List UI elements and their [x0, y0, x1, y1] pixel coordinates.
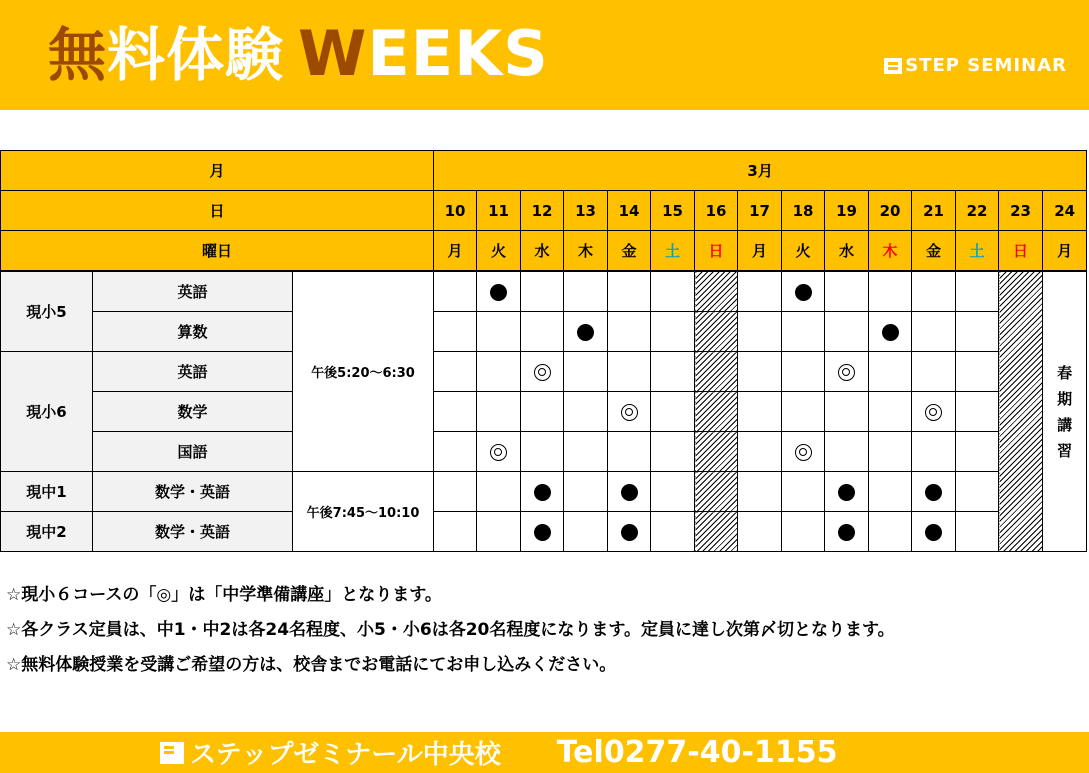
subject-cell: 英語 [93, 271, 293, 312]
table-row [1, 392, 1087, 432]
schedule-cell [825, 472, 869, 512]
schedule-cell [564, 352, 608, 392]
weekday-cell: 日 [999, 231, 1043, 272]
schedule-cell [564, 472, 608, 512]
schedule-cell [477, 432, 521, 472]
subject-cell: 英語 [93, 352, 293, 392]
schedule-cell [738, 271, 782, 312]
schedule-cell [912, 271, 956, 312]
double-circle-icon [490, 444, 507, 461]
filled-circle-icon [925, 524, 942, 541]
schedule-cell [434, 352, 477, 392]
day-cell: 20 [869, 191, 912, 231]
schedule-cell [869, 312, 912, 352]
schedule-cell [912, 432, 956, 472]
schedule-cell [695, 352, 738, 392]
schedule-cell [608, 271, 651, 312]
schedule-cell [608, 472, 651, 512]
weekday-cell: 金 [608, 231, 651, 272]
title-part-muryou1: 無 [48, 21, 108, 89]
filled-circle-icon [925, 484, 942, 501]
title-part-eeks: EEKS [367, 17, 549, 90]
schedule-cell [608, 312, 651, 352]
schedule-cell [651, 432, 695, 472]
table-row [1, 432, 1087, 472]
schedule-cell [738, 352, 782, 392]
header-row-day [1, 191, 1087, 231]
schedule-cell [912, 312, 956, 352]
weekday-cell: 月 [1043, 231, 1087, 272]
weekday-cell: 土 [956, 231, 999, 272]
schedule-cell [695, 472, 738, 512]
schedule-cell [521, 472, 564, 512]
header-label-month: 月 [1, 151, 434, 191]
weekday-cell: 金 [912, 231, 956, 272]
notes [6, 578, 895, 683]
spring-char: 春 [1057, 363, 1073, 382]
schedule-cell [564, 432, 608, 472]
schedule-cell [738, 312, 782, 352]
subject-cell: 数学 [93, 392, 293, 432]
table-row [1, 312, 1087, 352]
schedule-cell [782, 352, 825, 392]
table-row [1, 512, 1087, 552]
double-circle-icon [925, 404, 942, 421]
day-cell: 11 [477, 191, 521, 231]
subject-cell: 数学・英語 [93, 472, 293, 512]
day-cell: 18 [782, 191, 825, 231]
schedule-cell [695, 392, 738, 432]
spring-char: 講 [1057, 415, 1073, 434]
double-circle-icon [621, 404, 638, 421]
schedule-cell [521, 352, 564, 392]
header-label-day: 日 [1, 191, 434, 231]
schedule-cell [564, 271, 608, 312]
filled-circle-icon [838, 524, 855, 541]
weekday-cell: 火 [782, 231, 825, 272]
filled-circle-icon [795, 284, 812, 301]
schedule-cell [869, 432, 912, 472]
spring-char: 習 [1057, 441, 1073, 460]
double-circle-icon [534, 364, 551, 381]
step-logo-icon [160, 742, 184, 764]
weekday-cell: 水 [521, 231, 564, 272]
day-cell: 16 [695, 191, 738, 231]
schedule-cell [521, 512, 564, 552]
schedule-cell [912, 392, 956, 432]
day-cell: 12 [521, 191, 564, 231]
schedule-cell [956, 472, 999, 512]
schedule-cell [695, 432, 738, 472]
step-logo-icon [884, 58, 902, 74]
table-row [1, 271, 1087, 312]
time-cell: 午後7:45～10:10 [293, 472, 434, 552]
schedule-cell [869, 392, 912, 432]
schedule-cell [738, 472, 782, 512]
note-line: ☆各クラス定員は、中1・中2は各24名程度、小5・小6は各20名程度になります。定員に達し次第〆切となります。 [6, 620, 895, 640]
filled-circle-icon [490, 284, 507, 301]
day-cell: 14 [608, 191, 651, 231]
day-cell: 22 [956, 191, 999, 231]
footer-banner [0, 732, 1089, 773]
footer-school-name: ステップゼミナール中央校 [190, 740, 501, 770]
time-cell: 午後5:20～6:30 [293, 271, 434, 472]
double-circle-icon [795, 444, 812, 461]
schedule-cell [434, 472, 477, 512]
schedule-cell [695, 512, 738, 552]
footer-phone: Tel0277-40-1155 [556, 735, 838, 770]
day-cell: 19 [825, 191, 869, 231]
table-row [1, 352, 1087, 392]
day-cell: 13 [564, 191, 608, 231]
filled-circle-icon [621, 484, 638, 501]
schedule-cell [869, 352, 912, 392]
schedule-cell [477, 271, 521, 312]
schedule-cell [477, 352, 521, 392]
schedule-cell [521, 312, 564, 352]
schedule-cell [912, 352, 956, 392]
schedule-cell [782, 312, 825, 352]
schedule-cell [651, 271, 695, 312]
filled-circle-icon [882, 324, 899, 341]
title-part-w: W [298, 17, 368, 90]
schedule-cell [477, 512, 521, 552]
table-row [1, 472, 1087, 512]
schedule-cell [956, 312, 999, 352]
schedule-cell [782, 432, 825, 472]
title-part-taiken: 料体験 [107, 21, 285, 89]
weekday-cell: 木 [564, 231, 608, 272]
schedule-cell [782, 392, 825, 432]
schedule-cell [956, 512, 999, 552]
subject-cell: 算数 [93, 312, 293, 352]
day-cell: 24 [1043, 191, 1087, 231]
schedule-cell [651, 512, 695, 552]
month-cell: 3月 [434, 151, 1087, 191]
schedule-cell [477, 392, 521, 432]
schedule-cell [825, 271, 869, 312]
schedule-cell [521, 432, 564, 472]
schedule-cell [564, 312, 608, 352]
schedule-cell [825, 312, 869, 352]
schedule-cell [651, 312, 695, 352]
weekday-cell: 水 [825, 231, 869, 272]
schedule-cell [434, 392, 477, 432]
top-banner [0, 0, 1089, 110]
schedule-cell [738, 512, 782, 552]
schedule-cell [477, 472, 521, 512]
schedule-cell [869, 271, 912, 312]
spring-char: 期 [1057, 389, 1073, 408]
schedule-cell [956, 392, 999, 432]
schedule-cell [608, 432, 651, 472]
schedule-cell [825, 432, 869, 472]
page-title [48, 14, 549, 95]
grade-cell: 現小5 [1, 271, 93, 352]
schedule-cell [434, 512, 477, 552]
schedule-cell [651, 472, 695, 512]
schedule-cell [956, 432, 999, 472]
grade-cell: 現中2 [1, 512, 93, 552]
subject-cell: 数学・英語 [93, 512, 293, 552]
schedule-cell [651, 352, 695, 392]
closed-day-cell [999, 271, 1043, 552]
schedule-cell [521, 271, 564, 312]
grade-cell: 現中1 [1, 472, 93, 512]
schedule-cell [608, 352, 651, 392]
weekday-cell: 火 [477, 231, 521, 272]
subject-cell: 国語 [93, 432, 293, 472]
day-cell: 15 [651, 191, 695, 231]
header-row-month [1, 151, 1087, 191]
schedule-cell [782, 271, 825, 312]
double-circle-icon [838, 364, 855, 381]
schedule-cell [782, 472, 825, 512]
filled-circle-icon [838, 484, 855, 501]
schedule-cell [564, 392, 608, 432]
filled-circle-icon [621, 524, 638, 541]
schedule-cell [869, 472, 912, 512]
note-line: ☆無料体験授業を受講ご希望の方は、校舎までお電話にてお申し込みください。 [6, 655, 617, 675]
day-cell: 21 [912, 191, 956, 231]
schedule-cell [825, 512, 869, 552]
schedule-cell [651, 392, 695, 432]
day-cell: 10 [434, 191, 477, 231]
schedule-cell [477, 312, 521, 352]
schedule-cell [738, 392, 782, 432]
schedule-cell [434, 271, 477, 312]
filled-circle-icon [577, 324, 594, 341]
schedule-cell [608, 512, 651, 552]
schedule-cell [956, 352, 999, 392]
schedule-cell [825, 352, 869, 392]
schedule-cell [825, 392, 869, 432]
day-cell: 17 [738, 191, 782, 231]
schedule-cell [869, 512, 912, 552]
schedule-cell [434, 432, 477, 472]
note-line: ☆現小６コースの「◎」は「中学準備講座」となります。 [6, 585, 442, 605]
brand-logo [884, 55, 1067, 76]
grade-cell: 現小6 [1, 352, 93, 472]
schedule-cell [956, 271, 999, 312]
schedule-cell [912, 472, 956, 512]
schedule-table [0, 150, 1087, 552]
schedule-cell [782, 512, 825, 552]
schedule-cell [434, 312, 477, 352]
schedule-cell [912, 512, 956, 552]
day-cell: 23 [999, 191, 1043, 231]
schedule-cell [608, 392, 651, 432]
schedule-cell [695, 312, 738, 352]
header-row-weekday [1, 231, 1087, 272]
weekday-cell: 日 [695, 231, 738, 272]
weekday-cell: 木 [869, 231, 912, 272]
filled-circle-icon [534, 484, 551, 501]
spring-course-label [1043, 360, 1086, 464]
schedule-cell [695, 271, 738, 312]
schedule-cell [738, 432, 782, 472]
schedule-cell [521, 392, 564, 432]
schedule-cell [564, 512, 608, 552]
filled-circle-icon [534, 524, 551, 541]
weekday-cell: 月 [738, 231, 782, 272]
weekday-cell: 土 [651, 231, 695, 272]
header-label-weekday: 曜日 [1, 231, 434, 272]
weekday-cell: 月 [434, 231, 477, 272]
brand-name: STEP SEMINAR [905, 55, 1067, 76]
spring-course-cell [1043, 271, 1087, 552]
